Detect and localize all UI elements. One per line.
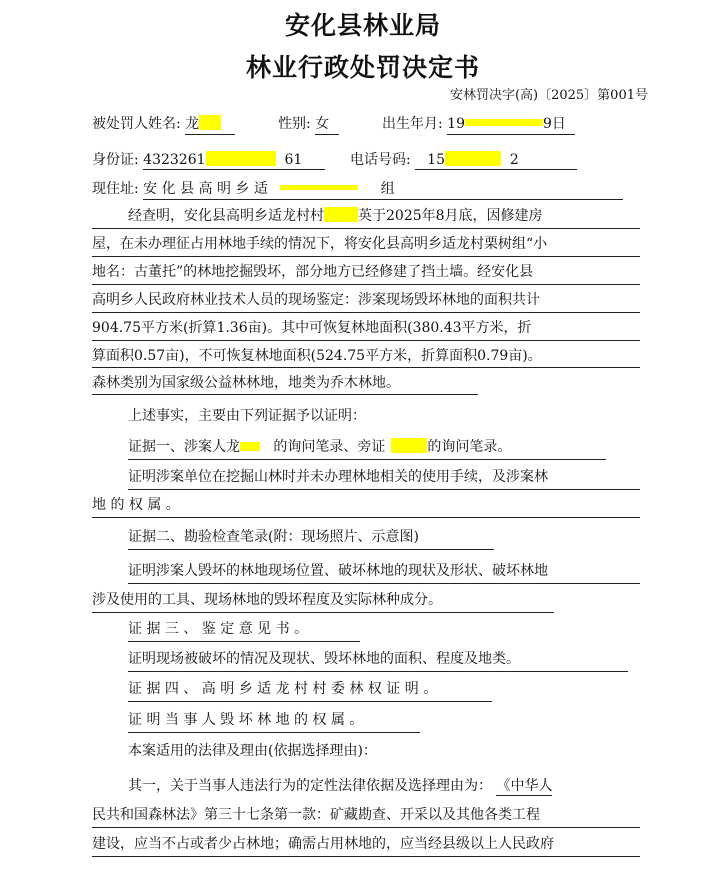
redaction-mark [324, 207, 358, 222]
facts-line-7: 森林类别为国家级公益林林地，地类为乔木林地。 [92, 375, 400, 391]
rule-line [92, 612, 554, 613]
evidence-1-detail-line1: 证明涉案单位在挖掘山林时并未办理林地相关的使用手续，及涉案林 [128, 469, 548, 485]
address-field [143, 178, 623, 200]
address-suffix: 组 [380, 181, 395, 197]
rule-line [92, 284, 640, 285]
phone-suffix: 2 [509, 152, 519, 168]
evidence-2-detail-line1: 证明涉案人毁坏的林地现场位置、破坏林地的现状及形状、破坏林地 [128, 563, 548, 579]
facts-line-1 [128, 205, 543, 229]
evidence-1-detail-line2: 地 的 权 属 。 [92, 497, 180, 513]
id-prefix: 4323261 [143, 152, 206, 168]
id-row [92, 149, 325, 170]
facts-line-3: 地名：古董托”的林地挖掘毁坏，部分地方已经修建了挡土墙。经安化县 [92, 264, 534, 280]
address-value: 安 化 县 高 明 乡 适 [143, 181, 268, 197]
rule-line [128, 701, 492, 702]
rule-line [92, 312, 640, 313]
law-text: 其一，关于当事人违法行为的定性法律依据及选择理由为： [128, 778, 492, 794]
phone-field [415, 151, 577, 170]
birth-prefix: 19 [447, 116, 465, 132]
facts-text: 经查明，安化县高明乡适龙村村 [128, 208, 324, 224]
name-field [185, 113, 235, 135]
rule-line [128, 671, 628, 672]
id-suffix: 61 [284, 152, 303, 168]
rule-line [92, 827, 640, 828]
rule-line [92, 228, 640, 229]
evidence-text: 的询问笔录、旁证 [273, 439, 386, 455]
redaction-mark [206, 151, 276, 166]
evidence-text: 证据一、涉案人龙 [128, 439, 240, 455]
evidence-2-detail-line2: 涉及使用的工具、现场林地的毁坏程度及实际林种成分。 [92, 592, 442, 608]
rule-line [92, 856, 640, 857]
rule-line [128, 549, 494, 550]
evidence-text: 的询问笔录。 [427, 439, 512, 455]
address-row [92, 178, 623, 200]
evidence-4: 证 据 四 、 高 明 乡 适 龙 村 村 委 林 权 证 明 。 [128, 681, 438, 697]
evidence-3-detail: 证明现场被破坏的情况及现状、毁坏林地的面积、程度及地类。 [128, 651, 520, 667]
rule-line [128, 732, 420, 733]
birth-label: 出生年月: [382, 116, 443, 132]
facts-line-6: 算面积0.57亩)，不可恢复林地面积(524.75平方米，折算面积0.79亩)。 [92, 348, 542, 364]
redaction-mark [199, 115, 221, 130]
id-label: 身份证: [92, 152, 139, 168]
redaction-mark [240, 442, 260, 451]
redaction-mark [280, 185, 358, 190]
facts-line-2: 屋，在未办理征占用林地手续的情况下，将安化县高明乡适龙村栗树组“小 [92, 236, 548, 252]
name-label: 被处罚人姓名: [92, 116, 181, 132]
rule-line [128, 583, 640, 584]
name-value: 龙 [185, 116, 200, 132]
law-intro: 本案适用的法律及理由(依据选择理由)： [128, 743, 377, 759]
redaction-mark [391, 438, 427, 453]
birth-field [447, 113, 575, 135]
rule-line [92, 394, 478, 395]
gender-row [278, 113, 339, 135]
law-line-1 [128, 775, 552, 799]
rule-line [128, 489, 640, 490]
phone-label: 电话号码: [350, 152, 411, 168]
rule-line [128, 641, 360, 642]
address-label: 现住址: [92, 181, 139, 197]
evidence-1 [128, 436, 511, 460]
party-name-row [92, 113, 235, 135]
phone-prefix: 15 [427, 152, 445, 168]
law-line-3: 建设，应当不占或者少占林地；确需占用林地的，应当经县级以上人民政府 [92, 836, 554, 852]
facts-line-4: 高明乡人民政府林业技术人员的现场鉴定：涉案现场毁坏林地的面积共计 [92, 292, 540, 308]
birth-suffix: 9日 [543, 116, 566, 132]
rule-line [92, 340, 640, 341]
evidence-4-detail: 证 明 当 事 人 毁 坏 林 地 的 权 属 。 [128, 712, 364, 728]
facts-text: 英于2025年8月底，因修建房 [358, 208, 543, 224]
phone-row [350, 149, 577, 170]
redaction-mark [445, 151, 501, 166]
facts-line-5: 904.75平方米(折算1.36亩)。其中可恢复林地面积(380.43平方米，折 [92, 320, 532, 336]
document-number: 安林罚决字(高)〔2025〕第001号 [449, 88, 648, 103]
evidence-intro: 上述事实，主要由下列证据予以证明： [128, 408, 366, 424]
rule-line [92, 256, 640, 257]
rule-line [128, 459, 606, 460]
gender-label: 性别: [278, 116, 311, 132]
document-title: 安化县林业局 [284, 11, 441, 40]
rule-line [92, 517, 640, 518]
document-subtitle: 林业行政处罚决定书 [245, 53, 480, 82]
rule-line [92, 367, 640, 368]
redaction-mark [465, 119, 543, 126]
law-line-2: 民共和国森林法》第三十七条第一款：矿藏勘查、开采以及其他各类工程 [92, 807, 540, 823]
id-field [143, 151, 325, 170]
evidence-2: 证据二、勘验检查笔录(附：现场照片、示意图) [128, 529, 419, 545]
birth-row [382, 113, 575, 135]
gender-value: 女 [315, 113, 339, 135]
law-citation: 《中华人 [496, 778, 553, 794]
evidence-3: 证 据 三 、 鉴 定 意 见 书 。 [128, 621, 309, 637]
